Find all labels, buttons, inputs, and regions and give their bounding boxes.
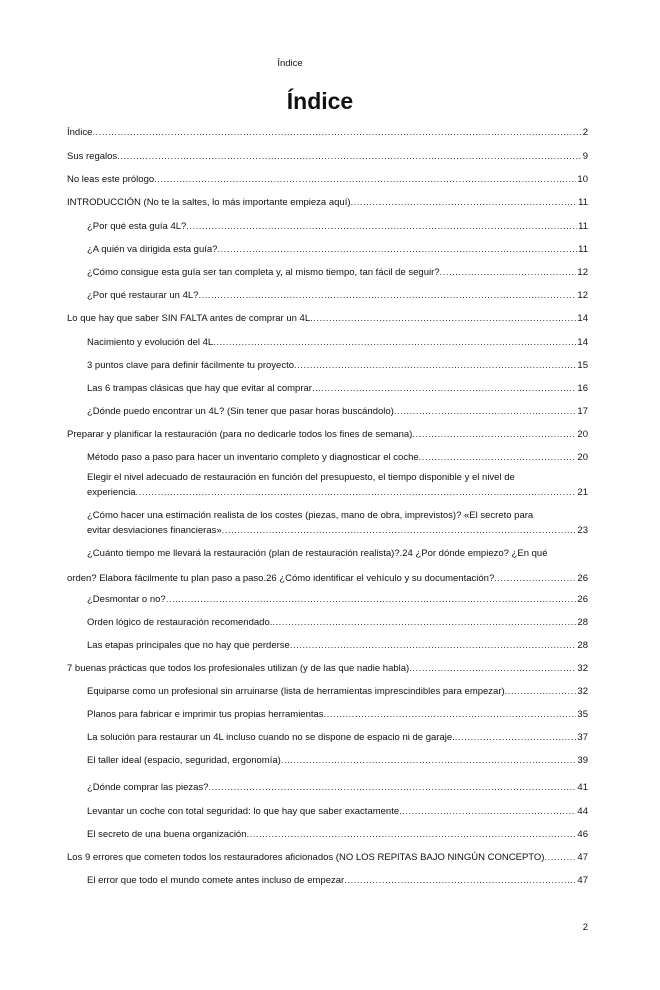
toc-entry-text: El error que todo el mundo comete antes incluso de empezar <box>87 875 345 886</box>
toc-subentry[interactable] <box>87 381 588 396</box>
toc-entry-text: INTRODUCCIÓN (No te la saltes, lo más importante empieza aquí) <box>67 197 351 208</box>
toc-entry-text: experiencia <box>87 487 136 498</box>
toc-entry-text: La solución para restaurar un 4L incluso cuando no se dispone de espacio ni de garaje. <box>87 732 455 743</box>
toc-entry[interactable] <box>67 149 588 164</box>
toc-entry-page: 26 <box>577 594 588 605</box>
toc-entry-text: ¿Dónde comprar las piezas? <box>87 782 209 793</box>
toc-entry-text: Índice <box>67 127 93 138</box>
toc-entry-page: 32 <box>577 663 588 674</box>
toc-entry-page: 35 <box>577 709 588 720</box>
toc-entry[interactable] <box>67 427 588 442</box>
toc-entry-text: Planos para fabricar e imprimir tus propias herramientas <box>87 709 324 720</box>
toc-subentry[interactable] <box>87 730 588 745</box>
toc-leader-dots <box>324 707 577 722</box>
toc-leader-dots <box>505 684 577 699</box>
toc-entry-page: 11 <box>578 197 588 208</box>
toc-entry-text: ¿Cómo consigue esta guía ser tan completa y, al mismo tiempo, tan fácil de seguir? <box>87 267 440 278</box>
toc-subentry[interactable] <box>87 242 588 257</box>
toc-leader-dots <box>213 335 576 350</box>
toc-entry-page: 9 <box>582 151 588 162</box>
toc-leader-dots <box>455 730 577 745</box>
toc-subentry[interactable] <box>87 684 588 699</box>
toc-subentry[interactable] <box>87 219 588 234</box>
toc-leader-dots <box>117 149 582 164</box>
toc-leader-dots <box>217 242 577 257</box>
toc-entry-page: 15 <box>577 360 588 371</box>
toc-entry-text: ¿Dónde puedo encontrar un 4L? (Sin tener que pasar horas buscándolo) <box>87 406 394 417</box>
toc-entry-page: 37 <box>577 732 588 743</box>
page-title: Índice <box>286 88 354 114</box>
toc-entry-text: Nacimiento y evolución del 4L <box>87 337 214 348</box>
toc-entry-page: 28 <box>577 617 588 628</box>
toc-leader-dots <box>186 219 577 234</box>
toc-entry-page: 11 <box>578 221 588 232</box>
toc-entry-page: 14 <box>577 337 588 348</box>
toc-subentry[interactable] <box>87 827 588 842</box>
toc-leader-dots <box>399 804 576 819</box>
toc-leader-dots <box>222 523 577 538</box>
toc-entry-text: ¿Por qué esta guía 4L? <box>87 221 187 232</box>
toc-entry-text: Las 6 trampas clásicas que hay que evitar al comprar <box>87 383 312 394</box>
toc-entry[interactable] <box>67 195 588 210</box>
toc-entry[interactable] <box>67 311 588 326</box>
toc-entry-text: El taller ideal (espacio, seguridad, ergonomía) <box>87 755 281 766</box>
toc-subentry[interactable] <box>87 780 588 795</box>
toc-entry-text-line1: ¿Cómo hacer una estimación realista de los costes (piezas, mano de obra, imprevistos)? «El secreto para <box>87 510 534 521</box>
toc-entry-text-line1: Elegir el nivel adecuado de restauración en función del presupuesto, el tiempo disponible y el nivel de <box>87 472 515 483</box>
toc-subentry[interactable] <box>87 335 588 350</box>
toc-leader-dots <box>294 358 576 373</box>
toc-entry-page: 14 <box>577 313 588 324</box>
toc-entry-text: Orden lógico de restauración recomendado. <box>87 617 273 628</box>
toc-leader-dots <box>136 485 577 500</box>
toc-subentry[interactable] <box>87 508 588 538</box>
toc-leader-dots <box>208 780 576 795</box>
toc-subentry[interactable] <box>87 592 588 607</box>
toc-entry-text: ¿A quién va dirigida esta guía? <box>87 244 218 255</box>
toc-leader-dots <box>92 125 581 140</box>
toc-leader-dots <box>281 753 577 768</box>
toc-entry-text: Equiparse como un profesional sin arruinarse (lista de herramientas imprescindibles para empezar) <box>87 686 505 697</box>
toc-entry-text: Método paso a paso para hacer un inventario completo y diagnosticar el coche <box>87 452 419 463</box>
toc-entry-page: 20 <box>577 452 588 463</box>
toc-entry-text: 7 buenas prácticas que todos los profesionales utilizan (y de las que nadie habla) <box>67 663 410 674</box>
toc-entry-page: 23 <box>577 525 588 536</box>
toc-entry-page: 21 <box>577 487 588 498</box>
toc-entry-page: 46 <box>577 829 588 840</box>
toc-entry-text: Los 9 errores que cometen todos los restauradores aficionados (NO LOS REPITAS BAJO NINGÚN CONCEPTO) <box>67 852 545 863</box>
toc-leader-dots <box>154 172 576 187</box>
toc-entry-page: 12 <box>577 290 588 301</box>
toc-leader-dots <box>412 427 576 442</box>
toc-leader-dots <box>351 195 578 210</box>
toc-leader-dots <box>419 450 577 465</box>
toc-leader-dots <box>272 615 576 630</box>
toc-leader-dots <box>198 288 576 303</box>
toc-subentry[interactable] <box>87 404 588 419</box>
toc-entry-page: 12 <box>577 267 588 278</box>
toc-subentry[interactable] <box>87 546 588 561</box>
toc-entry-text: Levantar un coche con total seguridad: lo que hay que saber exactamente <box>87 806 400 817</box>
toc-entry-text: ¿Desmontar o no? <box>87 594 166 605</box>
running-header: Índice <box>277 58 303 69</box>
toc-entry-page: 47 <box>577 852 588 863</box>
toc-entry-text-line1: ¿Cuánto tiempo me llevará la restauración (plan de restauración realista)?.24 ¿Por dónde empiezo? ¿En qué <box>87 548 548 559</box>
toc-leader-dots <box>312 381 576 396</box>
toc-entry-page: 20 <box>577 429 588 440</box>
toc-leader-dots <box>544 850 576 865</box>
toc-subentry[interactable] <box>87 358 588 373</box>
toc-entry[interactable] <box>67 172 588 187</box>
toc-entry-page: 28 <box>577 640 588 651</box>
toc-entry-text: evitar desviaciones financieras» <box>87 525 222 536</box>
toc-entry-page: 47 <box>577 875 588 886</box>
toc-entry-text: No leas este prólogo <box>67 174 155 185</box>
toc-entry-text: Preparar y planificar la restauración (para no dedicarle todos los fines de semana) <box>67 429 413 440</box>
toc-entry-page: 17 <box>577 406 588 417</box>
toc-entry-page: 11 <box>578 244 588 255</box>
toc-subentry[interactable] <box>87 450 588 465</box>
toc-leader-dots <box>290 638 577 653</box>
toc-leader-dots <box>494 571 576 586</box>
toc-subentry[interactable] <box>87 707 588 722</box>
toc-leader-dots <box>344 873 576 888</box>
toc-entry-page: 2 <box>582 127 588 138</box>
toc-entry-page: 44 <box>577 806 588 817</box>
toc-entry-page: 41 <box>577 782 588 793</box>
toc-entry[interactable] <box>67 850 588 865</box>
toc-entry[interactable] <box>67 661 588 676</box>
toc-entry-page: 10 <box>577 174 588 185</box>
toc-leader-dots <box>247 827 577 842</box>
toc-leader-dots <box>166 592 577 607</box>
toc-entry-text: Las etapas principales que no hay que perderse <box>87 640 290 651</box>
toc-leader-dots <box>409 661 576 676</box>
toc-subentry[interactable] <box>87 615 588 630</box>
toc-entry-text: Lo que hay que saber SIN FALTA antes de comprar un 4L <box>67 313 311 324</box>
toc-subentry[interactable] <box>87 265 588 280</box>
toc-entry-continuation[interactable] <box>67 571 588 586</box>
toc-subentry[interactable] <box>87 753 588 768</box>
toc-entry-text: 3 puntos clave para definir fácilmente tu proyecto <box>87 360 295 371</box>
toc-entry-page: 32 <box>577 686 588 697</box>
page-number: 2 <box>582 922 588 933</box>
toc-leader-dots <box>394 404 577 419</box>
toc-entry-page: 26 <box>577 573 588 584</box>
toc-entry-text: ¿Por qué restaurar un 4L? <box>87 290 199 301</box>
toc-entry-text: orden? Elabora fácilmente tu plan paso a paso.26 ¿Cómo identificar el vehículo y su documentación? <box>67 573 495 584</box>
toc-entry-text: Sus regalos <box>67 151 118 162</box>
toc-leader-dots <box>440 265 577 280</box>
toc-subentry[interactable] <box>87 873 588 888</box>
toc-subentry[interactable] <box>87 804 588 819</box>
toc-subentry[interactable] <box>87 638 588 653</box>
toc-subentry[interactable] <box>87 470 588 500</box>
toc-entry-page: 16 <box>577 383 588 394</box>
toc-entry[interactable] <box>67 125 588 140</box>
toc-leader-dots <box>310 311 576 326</box>
toc-subentry[interactable] <box>87 288 588 303</box>
toc-entry-page: 39 <box>577 755 588 766</box>
toc-entry-text: El secreto de una buena organización <box>87 829 247 840</box>
